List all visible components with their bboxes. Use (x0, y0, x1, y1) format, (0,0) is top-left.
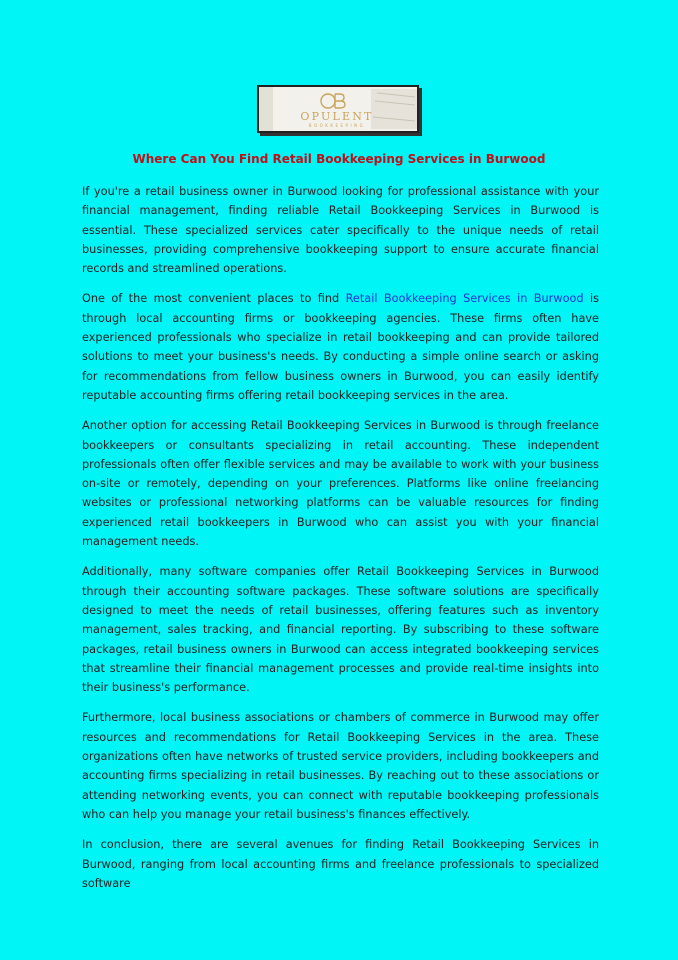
logo-name: OPULENT (300, 110, 374, 123)
page-title: Where Can You Find Retail Bookkeeping Services in Burwood (132, 152, 546, 166)
paragraph-freelance: Another option for accessing Retail Bookkeeping Services in Burwood is through freelance bookkeepers or consultants specializing in retail accounting. These independent professionals often offer flexible services and may be available to work with your business on-site or remotely, depending on your preferences. Platforms like online freelancing websites or professional networking platforms can be valuable resources for finding experienced retail bookkeepers in Burwood who can assist you with your financial management needs. (82, 419, 599, 549)
paragraph-associations: Furthermore, local business associations or chambers of commerce in Burwood may offer resources and recommendations for Retail Bookkeeping Services in the area. These organizations often have networks of trusted service providers, including bookkeepers and accounting firms specializing in retail businesses. By reaching out to these associations or attending networking events, you can connect with reputable bookkeeping professionals who can help you manage your retail business's finances effectively. (82, 711, 599, 821)
paragraph-intro: If you're a retail business owner in Burwood looking for professional assistance with your financial management, finding reliable Retail Bookkeeping Services in Burwood is essential. These specialized services cater specifically to the unique needs of retail businesses, providing comprehensive bookkeeping support to ensure accurate financial records and streamlined operations. (82, 185, 599, 276)
logo-tagline: BOOKKEEPING (308, 123, 366, 128)
opulent-logo-graphic (259, 87, 417, 131)
paragraph-text: is through local accounting firms or bookkeeping agencies. These firms often have experienced professionals who specialize in retail bookkeeping and can provide tailored solutions to meet your business's needs. By conducting a simple online search or asking for recommendations from fellow business owners in Burwood, you can easily identify reputable accounting firms offering retail bookkeeping services in the area. (82, 292, 599, 402)
retail-bookkeeping-link[interactable]: Retail Bookkeeping Services in Burwood (345, 292, 584, 306)
paragraph-conclusion: In conclusion, there are several avenues for finding Retail Bookkeeping Services in Burwood, ranging from local accounting firms and freelance professionals to specialized software (82, 838, 599, 890)
paragraph-accounting-firms (82, 289, 599, 405)
company-logo (257, 85, 419, 133)
paragraph-software: Additionally, many software companies offer Retail Bookkeeping Services in Burwood through their accounting software packages. These software solutions are specifically designed to meet the needs of retail businesses, offering features such as inventory management, sales tracking, and financial reporting. By subscribing to these software packages, retail business owners in Burwood can access integrated bookkeeping services that streamline their financial management processes and provide real-time insights into their business's performance. (82, 565, 599, 695)
article-body (82, 182, 599, 904)
paragraph-text: One of the most convenient places to find (82, 292, 346, 306)
